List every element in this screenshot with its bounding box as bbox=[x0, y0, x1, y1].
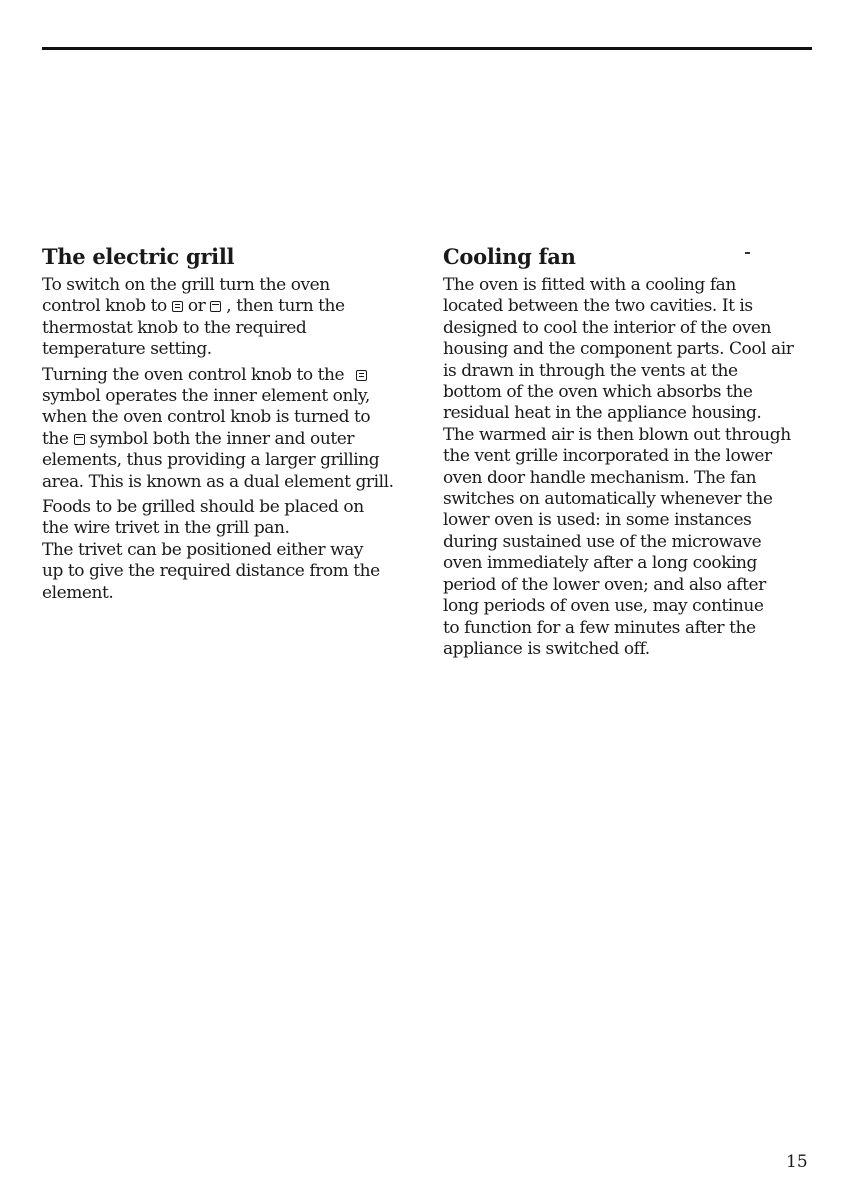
text-line-with-icon bbox=[42, 429, 422, 450]
text-line: lower oven is used: in some instances bbox=[443, 510, 752, 531]
grill-paragraph-1 bbox=[42, 275, 422, 361]
cooling-fan-heading: Cooling fan bbox=[443, 244, 576, 269]
text-line: appliance is switched off. bbox=[443, 638, 650, 659]
text-line: residual heat in the appliance housing. bbox=[443, 403, 762, 424]
grill-paragraph-2 bbox=[42, 365, 422, 493]
text-line: oven immediately after a long cooking bbox=[443, 553, 757, 574]
cooling-fan-paragraph bbox=[443, 275, 823, 660]
text-line: located between the two cavities. It is bbox=[443, 296, 753, 317]
text-fragment: the bbox=[42, 428, 69, 449]
text-line: to function for a few minutes after the bbox=[443, 617, 756, 638]
text-line: area. This is known as a dual element grill. bbox=[42, 471, 394, 492]
text-line: designed to cool the interior of the oven bbox=[443, 317, 772, 338]
text-line: the wire trivet in the grill pan. bbox=[42, 518, 290, 539]
text-line: element. bbox=[42, 582, 114, 603]
text-line: The trivet can be positioned either way bbox=[42, 539, 364, 560]
text-line: thermostat knob to the required bbox=[42, 317, 307, 338]
text-line: temperature setting. bbox=[42, 339, 212, 360]
text-line: is drawn in through the vents at the bbox=[443, 360, 738, 381]
text-line: The warmed air is then blown out through bbox=[443, 424, 791, 445]
text-line: symbol operates the inner element only, bbox=[42, 386, 370, 407]
text-line: long periods of oven use, may continue bbox=[443, 596, 764, 617]
electric-grill-section bbox=[42, 244, 422, 608]
text-line-with-icon bbox=[42, 365, 422, 386]
text-line: oven door handle mechanism. The fan bbox=[443, 467, 757, 488]
text-fragment: Turning the oven control knob to the bbox=[42, 364, 345, 385]
text-line: switches on automatically whenever the bbox=[443, 489, 773, 510]
text-line: elements, thus providing a larger grilling bbox=[42, 450, 380, 471]
text-line: up to give the required distance from the bbox=[42, 561, 380, 582]
cooling-fan-section bbox=[443, 244, 823, 660]
text-line: bottom of the oven which absorbs the bbox=[443, 382, 753, 403]
text-line: To switch on the grill turn the oven bbox=[42, 275, 330, 295]
inner-element-grill-icon bbox=[172, 301, 183, 312]
text-line: the vent grille incorporated in the lower bbox=[443, 446, 772, 467]
dual-element-grill-icon bbox=[210, 301, 221, 312]
text-fragment: or bbox=[187, 296, 206, 317]
dual-element-grill-icon bbox=[74, 434, 85, 445]
top-rule bbox=[42, 47, 812, 50]
text-line: housing and the component parts. Cool air bbox=[443, 339, 794, 360]
text-line: period of the lower oven; and also after bbox=[443, 574, 766, 595]
text-fragment: , then turn the bbox=[226, 296, 345, 317]
text-line: when the oven control knob is turned to bbox=[42, 407, 371, 428]
grill-paragraph-3 bbox=[42, 497, 422, 604]
text-fragment: symbol both the inner and outer bbox=[89, 428, 354, 449]
text-fragment: control knob to bbox=[42, 296, 167, 317]
inner-element-grill-icon bbox=[356, 370, 367, 381]
stray-mark bbox=[745, 252, 750, 254]
text-line: The oven is fitted with a cooling fan bbox=[443, 275, 736, 295]
text-line-with-icons bbox=[42, 296, 422, 317]
electric-grill-heading: The electric grill bbox=[42, 244, 235, 269]
page-number: 15 bbox=[786, 1152, 808, 1172]
text-line: Foods to be grilled should be placed on bbox=[42, 497, 364, 518]
text-line: during sustained use of the microwave bbox=[443, 531, 762, 552]
